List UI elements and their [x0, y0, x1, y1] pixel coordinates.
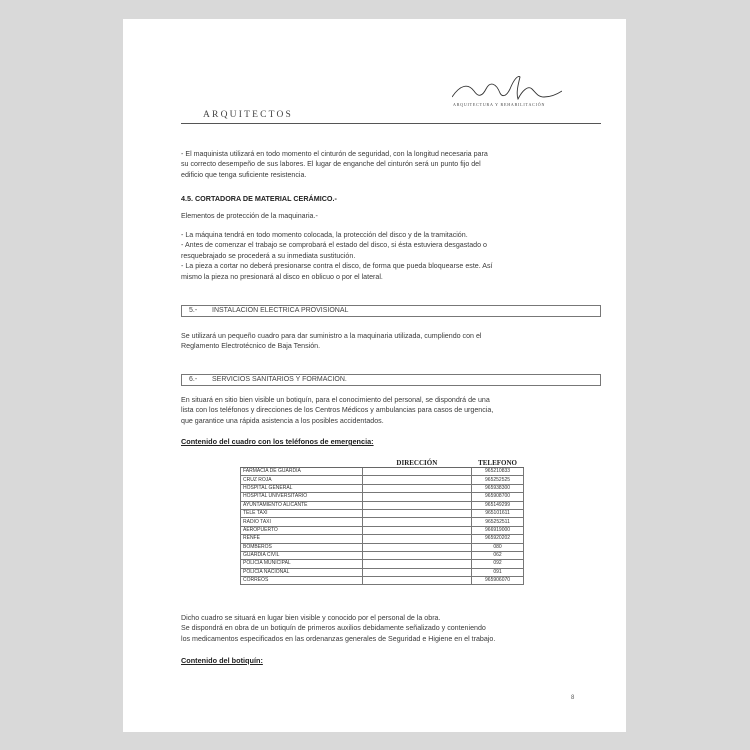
text-line: Dicho cuadro se situará en lugar bien visible y conocido por el personal de la obra. [181, 614, 441, 622]
place-cell: RENFE [241, 535, 363, 543]
text-line: su correcto desempeño de sus labores. El lugar de enganche del cinturón será un punto fijo del [181, 160, 481, 169]
mh-signature-logo-icon [452, 75, 562, 103]
place-cell: HOSPITAL GENERAL [241, 484, 363, 492]
address-cell [362, 468, 471, 476]
phone-cell: 062 [472, 551, 524, 559]
phone-cell: 965149299 [472, 501, 524, 509]
text-line: En situará en sitio bien visible un botiquín, para el conocimiento del personal, se dispondrá de una [181, 396, 490, 404]
text-line: los medicamentos especificados en las ordenanzas generales de Seguridad e Higiene en el trabajo. [181, 634, 496, 643]
place-cell: BOMBEROS [241, 543, 363, 551]
phone-cell: 965920202 [472, 535, 524, 543]
place-cell: POLICIA MUNICIPAL [241, 560, 363, 568]
place-cell: FARMACIA DE GUARDIA [241, 468, 363, 476]
text-line: lista con los teléfonos y direcciones de los Centros Médicos y ambulancias para casos de urgencia, [181, 406, 494, 415]
address-cell [362, 535, 471, 543]
text-line: - La máquina tendrá en todo momento colocada, la protección del disco y de la tramitación. [181, 231, 468, 239]
text-line: mismo la pieza no presionará al disco en oblicuo o por el lateral. [181, 272, 383, 281]
section-6-heading-box [181, 374, 601, 386]
table-row [241, 484, 524, 492]
table-row [241, 509, 524, 517]
section-title: 4.5. CORTADORA DE MATERIAL CERÁMICO.- [181, 194, 337, 203]
section-heading: INSTALACION ELECTRICA PROVISIONAL [212, 307, 349, 314]
section-heading: SERVICIOS SANITARIOS Y FORMACION. [212, 376, 347, 383]
place-cell: CORREOS [241, 577, 363, 585]
section-subtitle: Elementos de protección de la maquinaria.- [181, 212, 318, 220]
place-cell: GUARDIA CIVIL [241, 551, 363, 559]
header-divider [181, 123, 601, 124]
phone-cell: 965101611 [472, 509, 524, 517]
address-cell [362, 560, 471, 568]
section-number: 6.- [189, 376, 198, 383]
table-row [241, 535, 524, 543]
table-row [241, 560, 524, 568]
table-row [241, 543, 524, 551]
text-line: - El maquinista utilizará en todo momento el cinturón de seguridad, con la longitud necesaria para [181, 150, 488, 158]
text-line: resquebrajado se procederá a su inmediata sustitución. [181, 251, 356, 260]
section-45-body [181, 230, 601, 282]
address-cell [362, 493, 471, 501]
place-cell: CRUZ ROJA [241, 476, 363, 484]
address-cell [362, 577, 471, 585]
phone-cell: 966919000 [472, 526, 524, 534]
intro-paragraph [181, 149, 601, 180]
phone-cell: 965906070 [472, 577, 524, 585]
place-cell: POLICIA NACIONAL [241, 568, 363, 576]
address-cell [362, 476, 471, 484]
emergency-phones-title: Contenido del cuadro con los teléfonos de emergencia: [181, 437, 374, 446]
text-line: Se utilizará un pequeño cuadro para dar suministro a la maquinaria utilizada, cumpliendo con el [181, 332, 482, 340]
logo-subtitle: ARQUITECTURA Y REHABILITACIÓN [453, 102, 546, 107]
phone-cell: 080 [472, 543, 524, 551]
text-line: que garantice una rápida asistencia a los posibles accidentados. [181, 416, 384, 425]
table-header-cell: DIRECCIÓN [362, 458, 471, 468]
address-cell [362, 518, 471, 526]
address-cell [362, 526, 471, 534]
address-cell [362, 484, 471, 492]
table-row [241, 468, 524, 476]
phone-cell: 092 [472, 560, 524, 568]
section-5-heading-box [181, 305, 601, 317]
table-row [241, 518, 524, 526]
text-line: Reglamento Electrotécnico de Baja Tensión. [181, 342, 321, 351]
place-cell: AEROPUERTO [241, 526, 363, 534]
address-cell [362, 543, 471, 551]
phone-cell: 965908700 [472, 493, 524, 501]
table-row [241, 568, 524, 576]
closing-paragraph [181, 613, 601, 644]
page-number: 8 [571, 695, 575, 701]
phone-cell: 965210833 [472, 468, 524, 476]
table-row [241, 551, 524, 559]
document-page [123, 19, 626, 732]
table-header-cell: TELEFONO [472, 458, 524, 468]
place-cell: HOSPITAL UNIVERSITARIO [241, 493, 363, 501]
table-row [241, 577, 524, 585]
first-aid-kit-title: Contenido del botiquín: [181, 656, 263, 665]
table-header-row [241, 458, 524, 468]
table-header-cell [241, 458, 363, 468]
brand-title: ARQUITECTOS [203, 110, 293, 120]
address-cell [362, 551, 471, 559]
table-row [241, 501, 524, 509]
place-cell: AYUNTAMIENTO ALICANTE [241, 501, 363, 509]
text-line: edificio que tenga suficiente resistencia. [181, 170, 307, 179]
phone-cell: 091 [472, 568, 524, 576]
text-line: Se dispondrá en obra de un botiquín de primeros auxilios debidamente señalizado y conteniendo [181, 624, 486, 633]
table-row [241, 526, 524, 534]
place-cell: TELE TAXI [241, 509, 363, 517]
section-5-body [181, 331, 601, 352]
text-line: - La pieza a cortar no deberá presionarse contra el disco, de forma que pueda bloquearse este. Así [181, 262, 493, 271]
section-6-body [181, 395, 601, 426]
address-cell [362, 568, 471, 576]
section-number: 5.- [189, 307, 198, 314]
phone-cell: 965252511 [472, 518, 524, 526]
place-cell: RADIO TAXI [241, 518, 363, 526]
text-line: - Antes de comenzar el trabajo se comprobará el estado del disco, si ésta estuviera desgastado o [181, 241, 487, 250]
phone-cell: 965252525 [472, 476, 524, 484]
phone-cell: 965938300 [472, 484, 524, 492]
address-cell [362, 501, 471, 509]
address-cell [362, 509, 471, 517]
emergency-phone-table [240, 458, 524, 585]
table-row [241, 476, 524, 484]
table-row [241, 493, 524, 501]
